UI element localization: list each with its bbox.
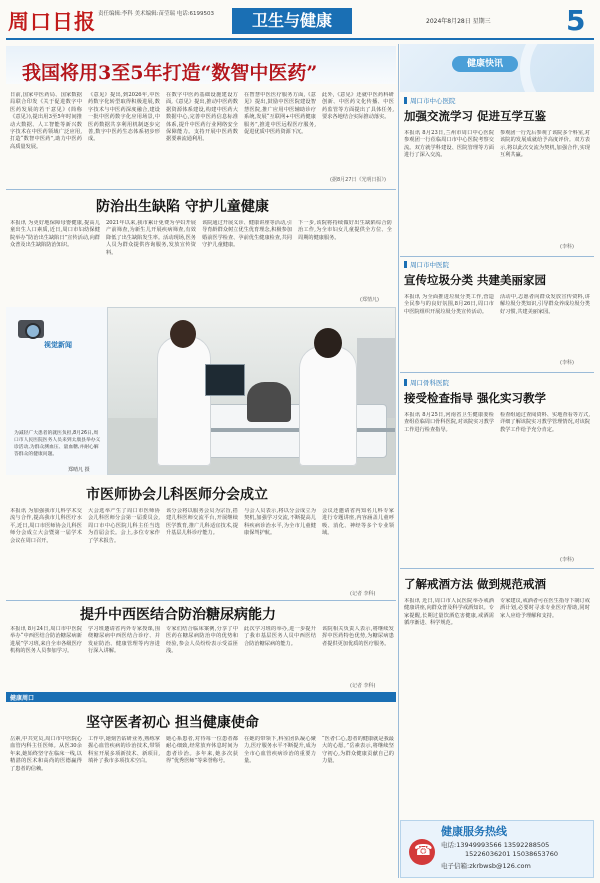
issue-date: 2024年8月28日 星期三: [426, 18, 491, 25]
editor-info: 责任编辑:李科 美术编辑:苗莹瑞 电话:6199503: [98, 11, 215, 17]
phone-icon: [409, 839, 435, 865]
divider: [6, 189, 396, 190]
bottom-col-4: 在她的带领下,科室团队凝心聚力,医疗服务水平不断提升,成为全市心血管疾病诊治的重要力量。: [244, 736, 316, 765]
lead-byline: (据8月27日《光明日报》): [330, 177, 386, 183]
phone-numbers: 13949993566 13592288505: [456, 841, 550, 849]
page-number: 5: [566, 4, 586, 37]
story3-col-2: 学习班邀请省内外专家授课,围绕糖尿病中西医结合诊疗、并发症防治、健康管理等内容进行深入讲解。: [88, 626, 160, 655]
lead-col-3: 在数字中医药基础设施建设方面,《意见》提出,推动中医药数据资源体系建设,构建中医药大数据中心,完善中医药信息标准体系,提升中医药行业网络安全保障能力。支持开展中医药数据要素流通利用。: [166, 92, 238, 143]
right1-tag: 周口市中心医院: [404, 96, 456, 105]
right2-byline: (李科): [560, 360, 574, 366]
story3-col-1: 本报讯 8月24日,周口市中医院举办“中西医结合防治糖尿病新进展”学习班,来自全市各级医疗机构的医务人员参加学习。: [10, 626, 82, 655]
story1-byline: (郑情凡): [360, 297, 379, 303]
column-label: 健康周口: [10, 695, 35, 702]
divider: [400, 568, 594, 569]
right2-headline: 宣传垃圾分类 共建美丽家园: [404, 273, 547, 287]
story1-col-3: 该院通过开展义诊、健康讲座等活动,引导育龄群众树立优生优育理念,积极参加婚前医学检查、孕前优生健康检查,共同守护儿童健康。: [202, 220, 292, 249]
hotline-title: 健康服务热线: [441, 825, 507, 838]
story1-col-2: 2021年以来,我市累计免费为孕妇开展产前筛查,为新生儿开展疾病筛查,有效降低了出生缺陷发生率。活动现场,医务人员为群众提供咨询服务,发放宣传资料。: [106, 220, 196, 256]
right3-col-1: 本报讯 8月25日,河南省卫生健康委检查组莅临周口骨科医院,对该院实习教学工作进行检查指导。: [404, 412, 494, 433]
email-label: 电子信箱:: [441, 862, 470, 870]
lead-col-4: 在智慧中医医疗服务方面,《意见》提出,鼓励中医医院建设智慧医院,推广应用中医辅助诊疗系统,发展“互联网+中医药健康服务”,推进中医远程医疗服务,促进优质中医药资源下沉。: [244, 92, 316, 136]
camera-icon: [18, 320, 44, 338]
lead-col-1: 日前,国家中医药局、国家数据局联合印发《关于促进数字中医药发展的若干意见》(简称《意见》),提出用3至5年时间推动大数据、人工智能等新兴数字技术在中医药领域广泛应用,打造“数智中医药”,助力中医药高质量发展。: [10, 92, 82, 150]
story1-col-1: 本报讯 为更好地保障母婴健康,提高儿童出生人口素质,近日,周口市妇幼保健院举办“防治出生缺陷日”宣传活动,向群众普及出生缺陷防治知识。: [10, 220, 100, 249]
right4-headline: 了解戒酒方法 做到规范戒酒: [404, 577, 547, 591]
right3-col-2: 检查组通过查阅资料、实地查看等方式,详细了解该院实习教学管理情况,对该院教学工作给予充分肯定。: [500, 412, 590, 433]
story3-headline: 提升中西医结合防治糖尿病能力: [80, 607, 276, 623]
bottom-col-2: 工作中,她刻苦钻研业务,熟练掌握心血管疾病的诊治技术,带领科室开展多项新技术、新项目,填补了我市多项技术空白。: [88, 736, 160, 765]
right2-col-2: 活动中,志愿者向群众发放宣传资料,讲解垃圾分类知识,引导群众养成垃圾分类好习惯,共建美丽家园。: [500, 294, 590, 315]
divider: [400, 372, 594, 373]
banner-label: 健康快讯: [452, 56, 518, 72]
story3-byline: (记者 李科): [350, 683, 376, 689]
bottom-col-3: 她心系患者,对待每一位患者都耐心细致,经常放弃休息时间为患者诊治。多年来,她多次获得“优秀医师”等荣誉称号。: [166, 736, 238, 765]
story3-col-4: 此次学习班的举办,进一步提升了我市基层医务人员中西医结合防治糖尿病的能力。: [244, 626, 316, 647]
email-address: zkrbwsb@126.com: [469, 862, 531, 870]
divider: [400, 256, 594, 257]
column-label-bar: [6, 692, 396, 702]
masthead: [6, 4, 594, 40]
story3-col-3: 专家们结合临床案例,分享了中医药在糖尿病防治中的优势和经验,参会人员纷纷表示受益匪浅。: [166, 626, 238, 655]
right3-tag: 周口骨科医院: [404, 378, 449, 387]
story2-col-1: 本报讯 为加强我市儿科学术交流与合作,提高我市儿科医疗水平,近日,周口市医师协会儿科医师分会成立大会暨第一届学术会议在周口召开。: [10, 508, 82, 544]
hotline-email: [441, 861, 531, 870]
bottom-headline: 坚守医者初心 担当健康使命: [86, 715, 259, 731]
lead-headline: 我国将用3至5年打造“数智中医药”: [22, 62, 318, 84]
right2-col-1: 本报讯 为全面推进垃圾分类工作,营造全民参与的良好氛围,8月26日,周口市中医院组织开展垃圾分类宣传活动。: [404, 294, 494, 315]
right1-headline: 加强交流学习 促进互学互鉴: [404, 109, 547, 123]
story3-col-5: 该院相关负责人表示,将继续发挥中医药特色优势,为糖尿病患者提供更加优质的医疗服务。: [322, 626, 394, 647]
lead-col-2: 《意见》提出,到2026年,中医药数字化转型取得积极进展,数字技术与中医药深度融合,建设一批中医药数字化应用场景,中医药数据共享利用机制逐步完善,数字中医药生态体系初步形成。: [88, 92, 160, 143]
right2-tag: 周口市中医院: [404, 260, 449, 269]
story2-headline: 市医师协会儿科医师分会成立: [86, 487, 268, 503]
story2-col-4: 与会人员表示,将以分会成立为契机,加强学习交流,不断提高儿科疾病诊治水平,为全市儿童健康保驾护航。: [244, 508, 316, 537]
right4-col-1: 本报讯 近日,周口市人民医院举办戒酒健康讲座,向群众普及科学戒酒知识。专家提醒,长期过量饮酒危害健康,戒酒需循序渐进、科学规范。: [404, 598, 494, 627]
health-hotline-box: [400, 820, 594, 878]
bottom-col-5: “医者仁心,患者的健康就是我最大的心愿。”岳素表示,将继续坚守初心,为群众健康贡献自己的力量。: [322, 736, 394, 765]
photo-section-label: 视觉新闻: [44, 341, 72, 349]
right3-byline: (李科): [560, 557, 574, 563]
hotline-phones: [441, 840, 549, 849]
photo-caption: 为减轻广大患者的就医负担,8月26日,周口市人民医院医务人员来到太康县举办义诊活动,为群众测血压、量血糖,并耐心解答群众的健康问题。: [14, 431, 101, 457]
lead-col-5: 此外,《意见》还就中医药科研创新、中医药文化传播、中医药监管等方面提出了具体任务,要求各地结合实际推动落实。: [322, 92, 394, 121]
story2-col-5: 会议还邀请省内知名儿科专家进行专题讲座,内容涵盖儿童呼吸、消化、神经等多个专业领域。: [322, 508, 394, 537]
right4-col-2: 专家建议,戒酒者可在医生指导下制订戒酒计划,必要时寻求专业医疗帮助,同时家人应给予理解和支持。: [500, 598, 590, 619]
column-divider: [398, 44, 399, 878]
right1-byline: (李科): [560, 244, 574, 250]
phone-numbers-2: 15226036201 15038653760: [465, 850, 559, 858]
story1-headline: 防治出生缺陷 守护儿童健康: [96, 199, 269, 215]
right1-col-2: 参观团一行先后参观了该院多个科室,对该院的发展成就给予高度评价。双方表示,将以此次交流为契机,加强合作,实现互利共赢。: [500, 130, 590, 159]
story1-col-4: 下一步,该院将持续做好出生缺陷综合防治工作,为全市妇女儿童提供全方位、全周期的健康服务。: [298, 220, 392, 241]
photographer-credit: 郑晴凡 摄: [68, 467, 90, 473]
right1-col-1: 本报讯 8月23日,兰州市周口中心医院参观团一行莅临周口市中心医院考察交流。双方就学科建设、医院管理等方面进行了深入交流。: [404, 130, 494, 159]
health-news-banner: [400, 44, 594, 92]
story2-byline: (记者 李科): [350, 591, 376, 597]
story2-col-2: 大会选举产生了周口市医师协会儿科医师分会第一届委员会,周口市中心医院儿科主任当选为首届会长。会上,多位专家作了学术报告。: [88, 508, 160, 544]
right3-headline: 接受检查指导 强化实习教学: [404, 391, 547, 405]
newspaper-logo: 周口日报: [8, 9, 96, 34]
section-title: 卫生与健康: [232, 8, 352, 34]
story2-col-3: 该分会将以服务会员为宗旨,搭建儿科医师交流平台,开展继续医学教育,推广儿科适宜技术,提升基层儿科诊疗能力。: [166, 508, 238, 537]
bottom-col-1: 岳素,中共党员,周口市中医院心血管内科主任医师。从医30余年来,她始终坚守在临床一线,以精湛的医术和高尚的医德赢得了患者的信赖。: [10, 736, 82, 772]
phone-label: 电话:: [441, 841, 457, 849]
divider: [6, 600, 396, 601]
